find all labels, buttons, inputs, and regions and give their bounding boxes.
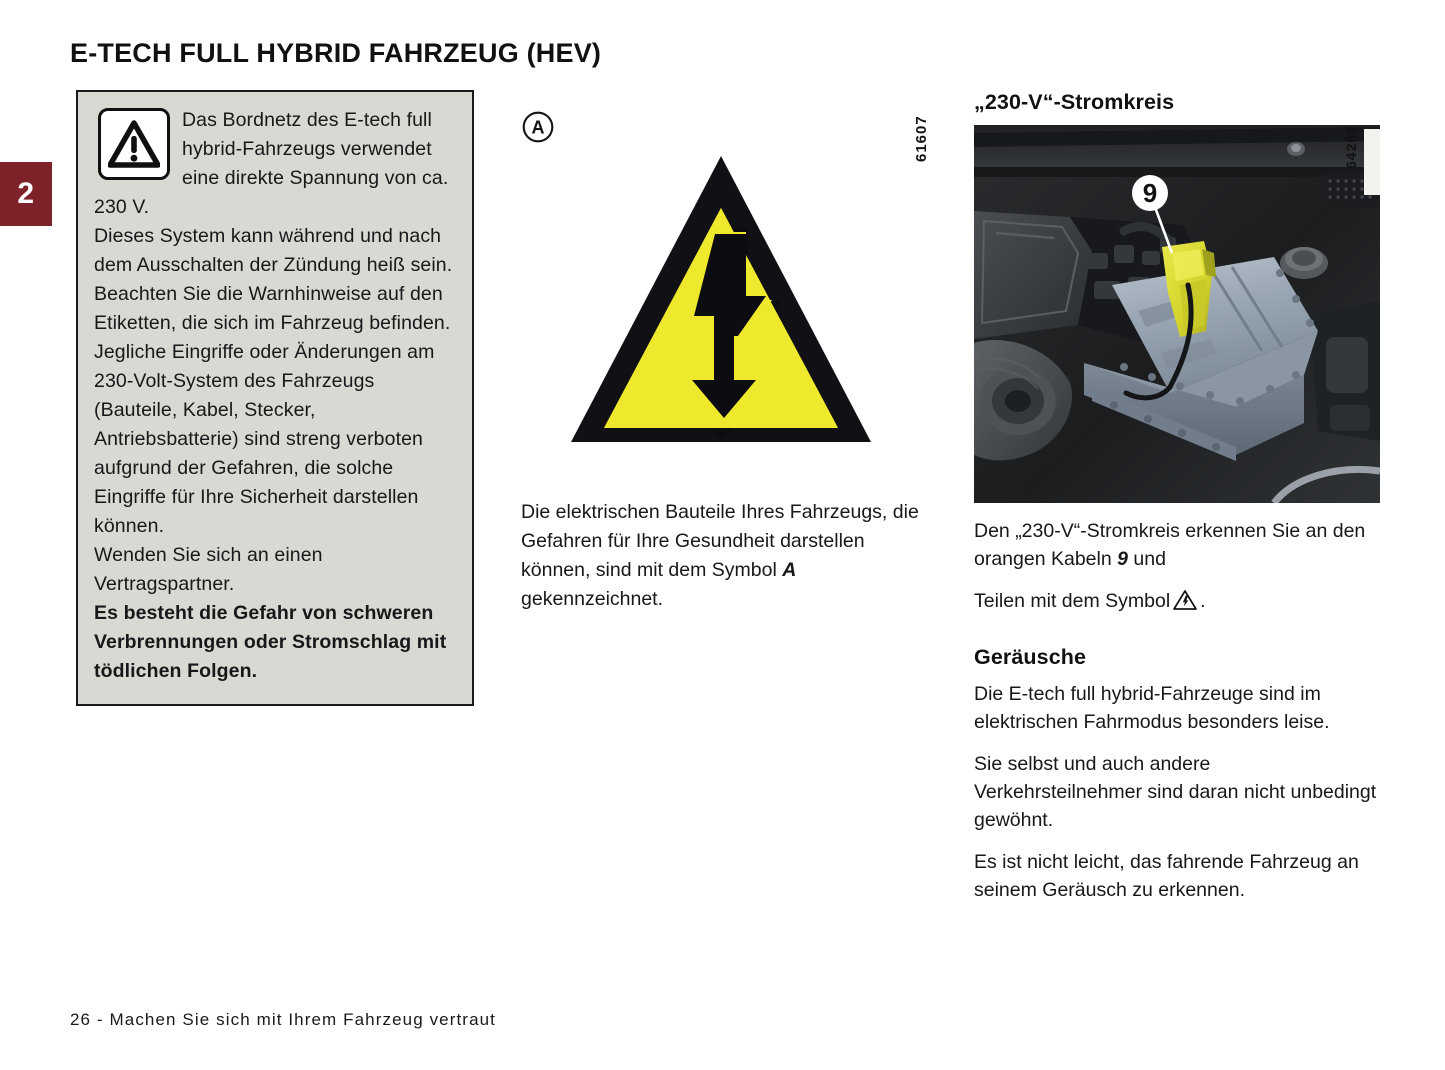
warning-bold-text: Es besteht die Gefahr von schweren Verbrennungen oder Stromschlag mit tödlichen Folgen. [94, 602, 447, 682]
right-text-2-suffix: . [1200, 590, 1206, 612]
gerausche-text [974, 680, 1380, 904]
svg-text:9: 9 [1142, 178, 1158, 208]
svg-text:A: A [531, 117, 545, 138]
middle-caption [521, 498, 921, 614]
chapter-tab: 2 [0, 162, 52, 226]
right-text-2-prefix: Teilen mit dem Symbol [974, 590, 1171, 612]
photo-reference-number [1364, 129, 1380, 195]
warning-paragraph-1: Das Bordnetz des E-tech full hybrid-Fahrzeugs verwendet eine direkte Spannung von ca. 230 V. [94, 109, 449, 218]
middle-caption-symbol: A [782, 559, 797, 581]
left-column [76, 90, 474, 706]
warning-triangle-icon [98, 108, 170, 180]
symbol-a-icon [521, 110, 555, 144]
warning-box [76, 90, 474, 706]
gerausche-paragraph-1: Die E-tech full hybrid-Fahrzeuge sind im elektrischen Fahrmodus besonders leise. [974, 683, 1330, 733]
warning-paragraph-5: Wenden Sie sich an einen Vertragspartner. [94, 544, 323, 595]
middle-column [521, 90, 930, 650]
section-heading-230v: „230-V“-Stromkreis [974, 90, 1175, 114]
right-text-1-callout: 9 [1117, 548, 1128, 570]
gerausche-paragraph-2: Sie selbst und auch andere Verkehrsteilnehmer sind daran nicht unbedingt gewöhnt. [974, 753, 1377, 831]
right-text-1-suffix: und [1133, 548, 1166, 570]
page-title: E-TECH FULL HYBRID FAHRZEUG (HEV) [70, 38, 602, 68]
warning-text [94, 106, 456, 686]
section-heading-gerausche: Geräusche [974, 645, 1087, 669]
engine-bay-photo [974, 125, 1380, 503]
page-footer: 26 - Machen Sie sich mit Ihrem Fahrzeug vertraut [70, 1010, 497, 1029]
high-voltage-triangle-figure [566, 150, 876, 455]
image-reference-number: 61607 [913, 115, 930, 162]
high-voltage-symbol-icon [1172, 589, 1198, 619]
photo-reference-text [1344, 155, 1380, 169]
right-column-text [974, 517, 1380, 619]
right-column [974, 90, 1380, 904]
middle-caption-text [521, 498, 921, 614]
right-text-paragraph-2 [974, 587, 1380, 619]
gerausche-paragraph-3: Es ist nicht leicht, das fahrende Fahrzeug an seinem Geräusch zu erkennen. [974, 851, 1359, 901]
warning-paragraph-2: Dieses System kann während und nach dem Ausschalten der Zündung heiß sein. [94, 225, 453, 276]
middle-caption-prefix: Die elektrischen Bauteile Ihres Fahrzeugs, die Gefahren für Ihre Gesundheit darstellen können, sind mit dem Symbol [521, 501, 919, 581]
warning-paragraph-4: Jegliche Eingriffe oder Änderungen am 230-Volt-System des Fahrzeugs (Bauteile, Kabel, Stecker, Antriebsbatterie) sind streng verboten aufgrund der Gefahren, die solche Eingriffe für Ihre Sicherheit darstellen können. [94, 341, 435, 537]
warning-paragraph-3: Beachten Sie die Warnhinweise auf den Etiketten, die sich im Fahrzeug befinden. [94, 283, 451, 334]
right-text-1-prefix: Den „230-V“-Stromkreis erkennen Sie an den orangen Kabeln [974, 520, 1366, 570]
right-text-paragraph-1 [974, 517, 1380, 573]
middle-caption-suffix: gekennzeichnet. [521, 588, 664, 610]
